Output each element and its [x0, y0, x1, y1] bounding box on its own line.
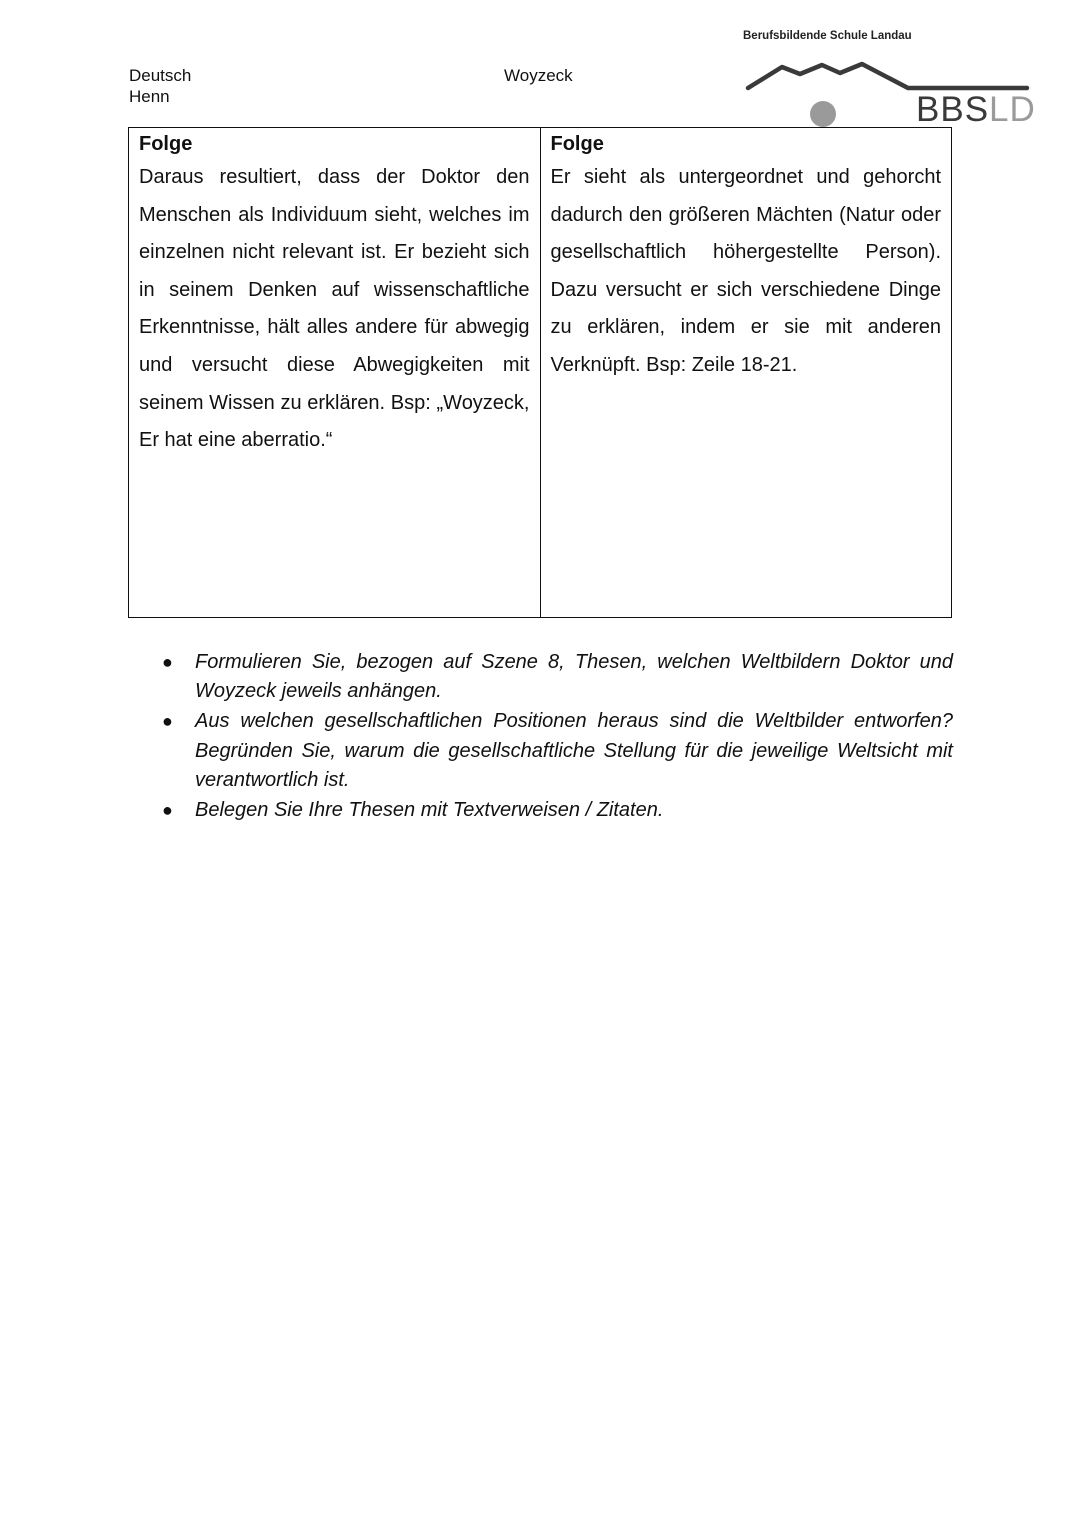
task-item [150, 707, 953, 795]
logo-abbreviation [916, 92, 1036, 127]
bullet-icon: ● [162, 711, 173, 732]
task-item [150, 796, 953, 825]
task-text: Aus welchen gesellschaftlichen Positionen heraus sind die Weltbilder entworfen? Begründen Sie, warum die gesellschaftliche Stellung für die jeweilige Weltsicht mit verantwortlich ist. [195, 710, 953, 791]
consequence-table [128, 127, 952, 618]
table-cell-woyzeck [541, 128, 952, 617]
task-list [150, 648, 953, 826]
cell-heading-right: Folge [550, 133, 604, 155]
school-name: Berufsbildende Schule Landau [743, 30, 912, 42]
logo-abbrev-light: LD [989, 90, 1036, 129]
document-header-left [129, 65, 191, 107]
cell-text-right: Er sieht als untergeordnet und gehorcht dadurch den größeren Mächten (Natur oder gesellschaftlich höhergestellte Person). Dazu versucht er sich verschiedene Dinge zu erklären, indem er sie mit anderen Verknüpft. Bsp: Zeile 18-21. [550, 166, 941, 376]
cell-text-left: Daraus resultiert, dass der Doktor den Menschen als Individuum sieht, welches im einzelnen nicht relevant ist. Er bezieht sich in seinem Denken auf wissenschaftliche Erkenntnisse, hält alles andere für abwegig und versucht diese Abwegigkeiten mit seinem Wissen zu erklären. Bsp: „Woyzeck, Er hat eine aberratio.“ [139, 166, 530, 452]
bullet-icon: ● [162, 652, 173, 672]
task-text: Belegen Sie Ihre Thesen mit Textverweisen / Zitaten. [195, 799, 664, 822]
cell-heading-left: Folge [139, 133, 193, 155]
document-title: Woyzeck [504, 66, 573, 85]
table-cell-doctor [129, 128, 541, 617]
task-text: Formulieren Sie, bezogen auf Szene 8, Thesen, welchen Weltbildern Doktor und Woyzeck jeweils anhängen. [195, 651, 953, 703]
school-logo [740, 28, 1040, 132]
teacher-label: Henn [129, 87, 170, 106]
subject-label: Deutsch [129, 66, 192, 85]
task-item [150, 648, 953, 706]
logo-abbrev-dark: BBS [916, 90, 990, 129]
bullet-icon: ● [162, 800, 173, 821]
